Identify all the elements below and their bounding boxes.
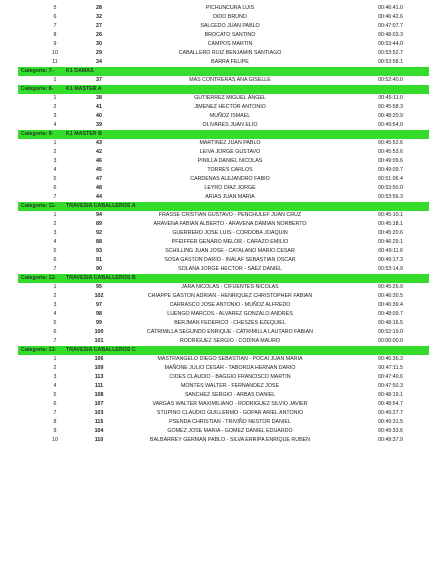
category-header <box>18 67 429 76</box>
competitor-name-cell: LEYRO DIAZ JORGE <box>204 185 256 192</box>
position-cell: 5 <box>53 248 57 255</box>
result-row <box>0 148 447 157</box>
competitor-name-cell: LUENGO MARCOS - ALVAREZ GONZALO ANDRES <box>167 311 293 318</box>
finish-time-cell: 00:00:00.0 <box>377 337 403 344</box>
competitor-name-cell: VARGAS WALTER MAXIMILIANO - RODRIGUEZ SILVIO JAVIER <box>152 400 308 407</box>
category-title: TRAVESIA CABALLEROS C <box>66 347 136 354</box>
bib-number-cell: 26 <box>96 31 102 38</box>
result-row <box>0 256 447 265</box>
position-cell: 10 <box>52 49 58 56</box>
bib-number-cell: 104 <box>94 427 104 434</box>
position-cell: 7 <box>53 337 57 344</box>
finish-time-cell: 00:49:33.6 <box>377 427 403 434</box>
competitor-name-cell: BALBARREY GERMAN PABLO - SILVA ERRIPA ENRIQUE RUBEN <box>150 436 310 443</box>
competitor-name-cell: CHIAPPE GASTON ADRIAN - HENRIQUEZ CHRISTOPHER FABIAN <box>147 293 313 300</box>
competitor-name-cell: FRASSE CRISTIAN GUSTAVO - PENCHULEF JUAN CRUZ <box>158 212 302 219</box>
position-cell: 4 <box>53 122 57 129</box>
position-cell: 5 <box>53 5 57 11</box>
bib-number-cell: 108 <box>94 391 104 398</box>
bib-number-cell: 107 <box>94 400 104 407</box>
result-row <box>0 427 447 436</box>
result-row <box>0 301 447 310</box>
competitor-name-cell: TORRES CARLOS <box>207 167 253 174</box>
position-cell: 6 <box>53 185 57 192</box>
result-row <box>0 211 447 220</box>
finish-time-cell: 00:48:54.7 <box>377 400 403 407</box>
bib-number-cell: 32 <box>96 13 102 20</box>
competitor-name-cell: GOMEZ JOSE MARIA - GOMEZ DANIEL EDUARDO <box>167 427 293 434</box>
result-row <box>0 229 447 238</box>
finish-time-cell: 00:52:40.0 <box>377 76 403 83</box>
result-row <box>0 328 447 337</box>
bib-number-cell: 30 <box>96 40 102 47</box>
bib-number-cell: 111 <box>94 383 104 389</box>
position-cell: 2 <box>53 293 57 300</box>
bib-number-cell: 109 <box>94 365 104 372</box>
position-cell: 1 <box>53 356 57 363</box>
bib-number-cell: 97 <box>96 302 102 309</box>
category-label: Categoria: 12- <box>21 275 57 282</box>
result-row <box>0 76 447 85</box>
bib-number-cell: 28 <box>96 5 102 11</box>
result-row <box>0 319 447 328</box>
bib-number-cell: 41 <box>96 104 102 111</box>
result-row <box>0 58 447 67</box>
result-row <box>0 364 447 373</box>
finish-time-cell: 00:45:10.1 <box>377 212 403 219</box>
position-cell: 8 <box>53 31 57 38</box>
result-row <box>0 382 447 391</box>
result-row <box>0 373 447 382</box>
finish-time-cell: 00:48:20.9 <box>377 113 403 120</box>
competitor-name-cell: PICHUNCURA LUIS <box>205 5 255 11</box>
result-row <box>0 418 447 427</box>
competitor-name-cell: GUTIERREZ MIGUEL ÁNGEL <box>194 95 266 102</box>
competitor-name-cell: MASTRANGELO DIEGO SEBASTIAN - POCAI JUAN MARIA <box>157 356 303 363</box>
competitor-name-cell: PSENDA CHRISTIAN - TRIVIÑO NESTOR DANIEL <box>169 418 291 425</box>
position-cell: 5 <box>53 176 57 183</box>
competitor-name-cell: MAS CONTRERAS ANA GISELLE <box>189 76 271 83</box>
bib-number-cell: 39 <box>96 122 102 129</box>
result-row <box>0 283 447 292</box>
finish-time-cell: 00:45:26.9 <box>377 284 403 291</box>
category-label: Categoria: 7- <box>21 67 54 74</box>
finish-time-cell: 00:47:11.5 <box>378 365 403 372</box>
bib-number-cell: 34 <box>96 58 102 65</box>
position-cell: 7 <box>53 22 57 29</box>
bib-number-cell: 40 <box>96 113 102 120</box>
result-row <box>0 193 447 202</box>
category-title: K1 MASTER A <box>66 86 102 93</box>
result-row <box>0 238 447 247</box>
competitor-name-cell: GUERRERO JOSE LUIS - CORDOBA JOAQUIN <box>172 230 288 237</box>
finish-time-cell: 00:49:27.7 <box>377 409 403 416</box>
bib-number-cell: 46 <box>96 158 102 165</box>
competitor-name-cell: PINILLA DANIEL NICOLAS <box>197 158 263 165</box>
position-cell: 2 <box>53 104 57 111</box>
competitor-name-cell: JIMENEZ HECTOR ANTONIO <box>194 104 266 111</box>
category-header <box>18 274 429 283</box>
bib-number-cell: 113 <box>94 374 104 381</box>
position-cell: 2 <box>53 365 57 372</box>
result-row <box>0 436 447 445</box>
finish-time-cell: 00:45:18.1 <box>377 221 403 228</box>
bib-number-cell: 89 <box>96 221 102 228</box>
position-cell: 4 <box>53 311 57 318</box>
position-cell: 6 <box>53 400 57 407</box>
position-cell: 7 <box>53 409 57 416</box>
competitor-name-cell: BERJMAN FEDERICO - CHESZES EZEQUIEL <box>174 320 286 326</box>
position-cell: 5 <box>53 320 57 326</box>
competitor-name-cell: ARAVENA FABIAN ALBERTO - ARAVENA DAMIAN NORBERTO <box>153 221 307 228</box>
result-row <box>0 40 447 49</box>
finish-time-cell: 00:49:54.0 <box>377 122 403 129</box>
category-label: Categoria: 13- <box>21 347 57 354</box>
position-cell: 4 <box>53 383 57 389</box>
competitor-name-cell: MARTINEZ JUAN PABLO <box>199 140 261 147</box>
finish-time-cell: 00:47:50.3 <box>377 383 403 389</box>
bib-number-cell: 92 <box>96 230 102 237</box>
finish-time-cell: 00:52:19.0 <box>377 328 403 335</box>
finish-time-cell: 00:49:37.9 <box>377 436 403 443</box>
finish-time-cell: 00:45:20.6 <box>377 230 403 237</box>
result-row <box>0 337 447 346</box>
category-title: TRAVESIA CABALLEROS B <box>66 275 136 282</box>
result-row <box>0 355 447 364</box>
finish-time-cell: 00:46:29.1 <box>377 239 403 246</box>
finish-time-cell: 00:48:03.3 <box>377 31 403 38</box>
position-cell: 3 <box>53 113 57 120</box>
bib-number-cell: 88 <box>96 239 102 246</box>
result-row <box>0 49 447 58</box>
category-title: K1 DAMAS <box>66 67 94 74</box>
bib-number-cell: 27 <box>96 22 102 29</box>
result-row <box>0 103 447 112</box>
position-cell: 4 <box>53 239 57 246</box>
bib-number-cell: 90 <box>96 265 102 272</box>
category-header <box>18 85 429 94</box>
category-label: Categoria: 8- <box>21 86 54 93</box>
competitor-name-cell: JARA NICOLAS - CIFUENTES NICOLAS <box>181 284 279 291</box>
bib-number-cell: 100 <box>94 328 104 335</box>
result-row <box>0 220 447 229</box>
result-row <box>0 292 447 301</box>
result-row <box>0 31 447 40</box>
competitor-name-cell: CIDES CLAUDIO - BAGGIO FRANCISCO MARTIN <box>169 374 291 381</box>
competitor-name-cell: SALCEDO JUAN PABLO <box>200 22 260 29</box>
bib-number-cell: 101 <box>94 337 104 344</box>
position-cell: 7 <box>53 194 57 200</box>
competitor-name-cell: CARDENAS ALEJANDRO FABIO <box>190 176 270 183</box>
competitor-name-cell: CARRASCO JOSE ANTONIO - MUÑOZ ALFREDO <box>169 302 291 309</box>
result-row <box>0 184 447 193</box>
result-row <box>0 166 447 175</box>
finish-time-cell: 00:46:36.3 <box>377 356 403 363</box>
result-row <box>0 400 447 409</box>
finish-time-cell: 00:49:31.5 <box>377 418 403 425</box>
finish-time-cell: 00:53:56.3 <box>377 194 403 200</box>
results-sheet <box>0 4 447 445</box>
competitor-name-cell: PFEIFFER GENARO MELOR - CARAZO EMILIO <box>171 239 289 246</box>
finish-time-cell: 00:49:17.3 <box>377 257 403 263</box>
bib-number-cell: 102 <box>94 293 104 300</box>
finish-time-cell: 00:46:30.5 <box>377 293 403 300</box>
finish-time-cell: 00:48:19.1 <box>377 391 403 398</box>
result-row <box>0 391 447 400</box>
bib-number-cell: 45 <box>96 167 102 174</box>
category-header <box>18 130 429 139</box>
position-cell: 2 <box>53 149 57 156</box>
position-cell: 2 <box>53 221 57 228</box>
competitor-name-cell: BROCATO SANTINO <box>204 31 256 38</box>
bib-number-cell: 48 <box>96 185 102 192</box>
result-row <box>0 112 447 121</box>
position-cell: 11 <box>52 58 58 65</box>
competitor-name-cell: RODRIGUEZ SERGIO - CODINA MAURO <box>179 337 281 344</box>
competitor-name-cell: CAMPOS MARTIN <box>207 40 253 47</box>
bib-number-cell: 94 <box>96 212 102 219</box>
category-label: Categoria: 9- <box>21 131 54 138</box>
competitor-name-cell: ARIAS JUAN MARIA <box>205 194 255 200</box>
position-cell: 6 <box>53 257 57 263</box>
bib-number-cell: 47 <box>96 176 102 183</box>
result-row <box>0 22 447 31</box>
position-cell: 3 <box>53 158 57 165</box>
position-cell: 3 <box>53 302 57 309</box>
finish-time-cell: 00:45:52.6 <box>377 140 403 147</box>
bib-number-cell: 106 <box>94 356 104 363</box>
position-cell: 1 <box>53 95 57 102</box>
position-cell: 1 <box>53 140 57 147</box>
result-row <box>0 13 447 22</box>
bib-number-cell: 38 <box>96 95 102 102</box>
finish-time-cell: 00:46:42.6 <box>377 13 403 20</box>
bib-number-cell: 110 <box>94 436 104 443</box>
bib-number-cell: 115 <box>94 418 104 425</box>
result-row <box>0 409 447 418</box>
result-row <box>0 175 447 184</box>
bib-number-cell: 37 <box>96 76 102 83</box>
position-cell: 3 <box>53 230 57 237</box>
finish-time-cell: 00:49:09.6 <box>377 158 403 165</box>
competitor-name-cell: OLIVARES JUAN ELIO <box>202 122 258 129</box>
finish-time-cell: 00:46:41.0 <box>377 5 403 11</box>
position-cell: 4 <box>53 167 57 174</box>
position-cell: 10 <box>52 436 58 443</box>
result-row <box>0 265 447 274</box>
competitor-name-cell: SCHILLING JUAN JOSE - CATALANO MARIO CESAR <box>165 248 295 255</box>
competitor-name-cell: MONTES WALTER - FERNANDEZ JOSE <box>181 383 279 389</box>
bib-number-cell: 29 <box>96 49 102 56</box>
competitor-name-cell: SANCHEZ SERGIO - ARBAS DANIEL <box>184 391 276 398</box>
finish-time-cell: 00:53:14.9 <box>377 265 403 272</box>
bib-number-cell: 95 <box>96 284 102 291</box>
result-row <box>0 4 447 13</box>
finish-time-cell: 00:49:09.7 <box>377 167 403 174</box>
category-header <box>18 202 429 211</box>
competitor-name-cell: MUÑOZ ISMAEL <box>209 113 251 120</box>
finish-time-cell: 00:53:44.0 <box>377 40 403 47</box>
position-cell: 3 <box>53 374 57 381</box>
result-row <box>0 157 447 166</box>
finish-time-cell: 00:48:16.5 <box>377 320 403 326</box>
finish-time-cell: 00:49:11.6 <box>378 248 403 255</box>
finish-time-cell: 00:45:11.0 <box>378 95 403 102</box>
finish-time-cell: 00:53:52.7 <box>377 49 403 56</box>
result-row <box>0 247 447 256</box>
bib-number-cell: 98 <box>96 311 102 318</box>
position-cell: 1 <box>53 76 57 83</box>
bib-number-cell: 42 <box>96 149 102 156</box>
bib-number-cell: 93 <box>96 248 102 255</box>
competitor-name-cell: CABALLERO RUIZ BENJAMIN SANTIAGO <box>178 49 282 56</box>
bib-number-cell: 91 <box>96 257 102 263</box>
result-row <box>0 121 447 130</box>
competitor-name-cell: STUPINO CLAUDIO GUILLERMO - GOPAR ARIEL ANTONIO <box>156 409 304 416</box>
position-cell: 9 <box>53 427 57 434</box>
finish-time-cell: 00:51:06.4 <box>377 176 403 183</box>
result-row <box>0 310 447 319</box>
competitor-name-cell: LEIVA JORGE GUSTAVO <box>199 149 261 156</box>
position-cell: 1 <box>53 284 57 291</box>
result-row <box>0 139 447 148</box>
competitor-name-cell: MAÑONE JULIO CESAR - TABORDA HERNAN DARIO <box>164 365 296 372</box>
finish-time-cell: 00:47:07.7 <box>377 22 403 29</box>
category-title: TRAVESIA CABALLEROS A <box>66 203 136 210</box>
finish-time-cell: 00:53:50.0 <box>377 185 403 192</box>
result-row <box>0 94 447 103</box>
competitor-name-cell: BARRA FELIPE <box>211 58 249 65</box>
bib-number-cell: 43 <box>96 140 102 147</box>
position-cell: 7 <box>53 265 57 272</box>
finish-time-cell: 00:48:09.7 <box>377 311 403 318</box>
category-title: K1 MASTER B <box>66 131 102 138</box>
category-label: Categoria: 11- <box>21 203 57 210</box>
position-cell: 8 <box>53 418 57 425</box>
position-cell: 1 <box>53 212 57 219</box>
position-cell: 5 <box>53 391 57 398</box>
bib-number-cell: 44 <box>96 194 102 200</box>
finish-time-cell: 00:45:53.6 <box>377 149 403 156</box>
competitor-name-cell: DIDO BRUNO <box>213 13 247 20</box>
finish-time-cell: 00:47:40.6 <box>377 374 403 381</box>
position-cell: 6 <box>53 328 57 335</box>
bib-number-cell: 103 <box>94 409 104 416</box>
position-cell: 9 <box>53 40 57 47</box>
competitor-name-cell: SOSA GASTON DARIO - INALAF SEBASTIAN OSCAR <box>164 257 296 263</box>
category-header <box>18 346 429 355</box>
position-cell: 6 <box>53 13 57 20</box>
bib-number-cell: 99 <box>96 320 102 326</box>
finish-time-cell: 00:53:58.1 <box>377 58 403 65</box>
finish-time-cell: 00:46:39.4 <box>377 302 403 309</box>
finish-time-cell: 00:45:58.3 <box>377 104 403 111</box>
competitor-name-cell: CATRIMILLA SEGUNDO ENRIQUE - CATRIMILLA LAUTARO FABIAN <box>147 328 313 335</box>
competitor-name-cell: SOLANA JORGE HECTOR - SAEZ DANIEL <box>178 265 282 272</box>
